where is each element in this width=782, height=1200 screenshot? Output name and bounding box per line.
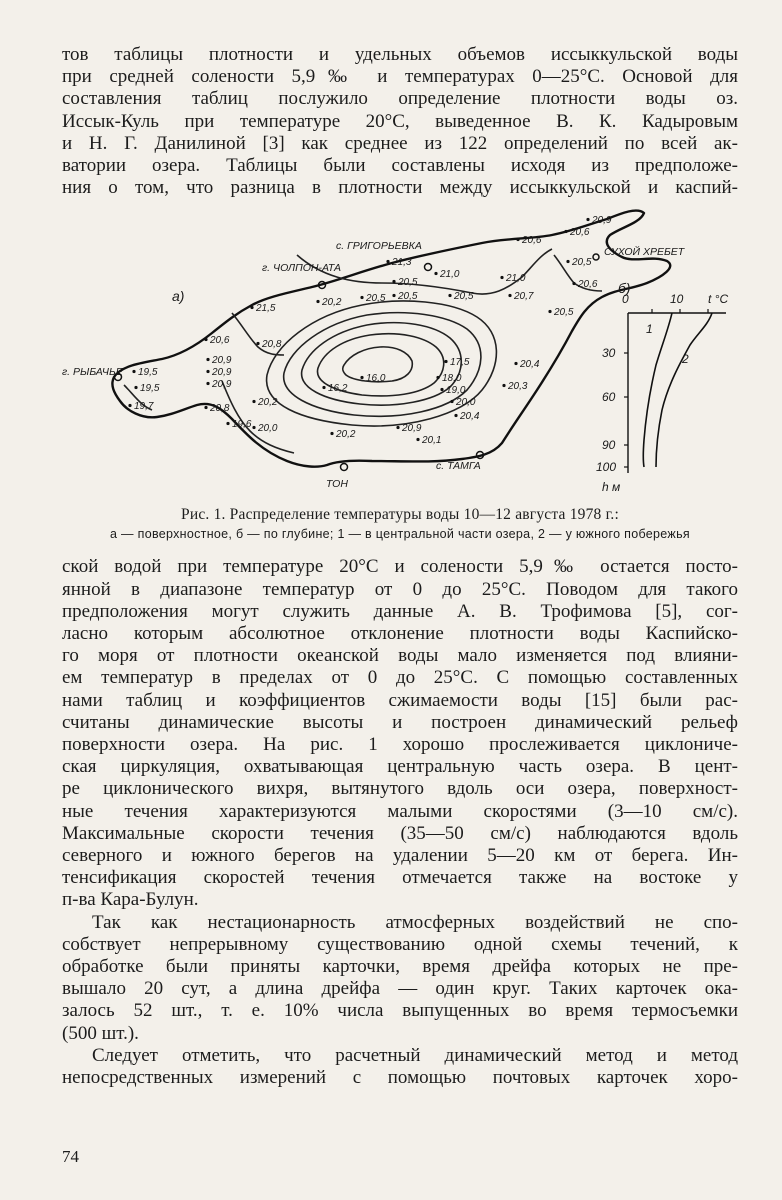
text-line: тенсификация скоростей течения отмечается также на востоке у: [62, 867, 738, 889]
station-dot: [252, 426, 255, 429]
tick-x-10: 10: [670, 292, 684, 307]
tick-y-30: 30: [602, 346, 616, 361]
station-temperature: 21,0: [440, 269, 460, 281]
station-temperature: 20,4: [520, 359, 540, 371]
station-temperature: 20,4: [460, 411, 480, 423]
page-body: [62, 44, 738, 1089]
station-temperature: 20,6: [578, 279, 598, 291]
station-dot: [226, 422, 229, 425]
text-line: непосредственных измерений с помощью почтовых карточек хоро-: [62, 1067, 738, 1089]
station-temperature: 20,5: [366, 293, 386, 305]
curve-label-2: 2: [682, 352, 689, 367]
label-rybachye: г. РЫБАЧЬЕ: [62, 366, 123, 379]
station-temperature: 19,7: [134, 401, 154, 413]
text-line: считаны динамические высоты и построен динамический рельеф: [62, 711, 738, 733]
station-dot: [206, 382, 209, 385]
text-line: ской водой при температуре 20°С и солености 5,9‰ остается посто-: [62, 556, 738, 578]
text-line: ем температур в пределах от 0 до 25°С. С помощью составленных: [62, 667, 738, 689]
curve-label-1: 1: [646, 322, 653, 337]
text-line: при средней солености 5,9‰ и температурах 0—25°С. Основой для: [62, 66, 738, 88]
station-temperature: 20,5: [554, 307, 574, 319]
station-temperature: 20,7: [514, 291, 534, 303]
label-cholpon-ata: г. ЧОЛПОН-АТА: [262, 262, 341, 275]
station-dot: [360, 376, 363, 379]
station-dot: [416, 438, 419, 441]
station-temperature: 20,5: [398, 291, 418, 303]
panel-label-a: а): [172, 288, 185, 305]
page-number: 74: [62, 1147, 79, 1166]
station-dot: [132, 370, 135, 373]
tick-x-unit: t °C: [708, 292, 729, 307]
station-temperature: 16,2: [328, 383, 348, 395]
station-temperature: 19,5: [138, 367, 158, 379]
station-temperature: 19,5: [140, 383, 160, 395]
station-temperature: 20,9: [212, 379, 232, 391]
station-temperature: 19,0: [446, 385, 466, 397]
station-temperature: 20,3: [508, 381, 528, 393]
ton-marker: [341, 464, 348, 471]
station-temperature: 18,0: [442, 373, 462, 385]
text-line: нами таблиц и коэффициентов сжимаемости воды [15] были рас-: [62, 689, 738, 711]
station-dot: [392, 294, 395, 297]
figure-temperature-map: [62, 205, 738, 497]
tick-y-60: 60: [602, 390, 616, 405]
station-dot: [204, 338, 207, 341]
y-unit: h м: [602, 480, 621, 495]
text-line: Максимальные скорости течения (35—50 см/с) наблюдаются вдоль: [62, 822, 738, 844]
station-dot: [360, 296, 363, 299]
figure-caption: Рис. 1. Распределение температуры воды 10—12 августа 1978 г.:: [181, 506, 619, 524]
text-line: обработке были приняты карточки, время дрейфа которых не пре-: [62, 956, 738, 978]
station-temperature: 20,8: [262, 339, 282, 351]
station-dot: [448, 294, 451, 297]
station-temperature: 20,9: [212, 367, 232, 379]
station-temperature: 20,0: [456, 397, 476, 409]
depth-profile: [596, 292, 728, 494]
station-dot: [450, 400, 453, 403]
station-dot: [252, 400, 255, 403]
station-temperature: 20,5: [454, 291, 474, 303]
station-dot: [566, 260, 569, 263]
panel-label-b: б): [618, 280, 631, 297]
station-dot: [434, 272, 437, 275]
text-line: го моря от плотности океанской воды мало изменяется под влияни-: [62, 645, 738, 667]
station-dot: [502, 384, 505, 387]
station-temperature: 20,5: [572, 257, 592, 269]
tick-x-0: 0: [622, 292, 629, 307]
station-dot: [206, 358, 209, 361]
text-line: Следует отметить, что расчетный динамический метод и метод: [92, 1044, 738, 1066]
tick-y-100: 100: [596, 460, 617, 475]
station-temperature: 20,9: [592, 215, 612, 227]
station-dot: [134, 386, 137, 389]
paragraph-top: [62, 44, 738, 199]
station-dot: [514, 362, 517, 365]
station-temperature: 20,2: [322, 297, 342, 309]
label-ton: ТОН: [326, 478, 348, 491]
station-dot: [316, 300, 319, 303]
station-dot: [444, 360, 447, 363]
text-line: тов таблицы плотности и удельных объемов иссыккульской воды: [62, 44, 738, 65]
text-line: ния о том, что разница в плотности между иссыккульской и каспий-: [62, 177, 738, 199]
station-temperature: 20,0: [258, 423, 278, 435]
station-dot: [508, 294, 511, 297]
station-temperature: 20,9: [402, 423, 422, 435]
text-line: залось 52 шт., т. е. 10% числа выпущенных во время термосъемки: [62, 1000, 738, 1022]
text-line: ватории озера. Таблицы были составлены исходя из предположе-: [62, 155, 738, 177]
station-temperature: 21,3: [392, 257, 412, 269]
label-tamga: с. ТАМГА: [436, 460, 481, 473]
text-line: Так как нестационарность атмосферных воздействий не спо-: [92, 911, 738, 933]
station-temperature: 20,8: [210, 403, 230, 415]
station-temperature: 21,5: [256, 303, 276, 315]
station-temperature: 20,9: [212, 355, 232, 367]
station-dot: [436, 376, 439, 379]
paragraph-3: [62, 1045, 738, 1089]
figure-caption-legend: а — поверхностное, б — по глубине; 1 — в центральной части озера, 2 — у южного побережья: [110, 527, 690, 542]
station-dot: [516, 238, 519, 241]
lake-map-svg: [62, 205, 738, 497]
station-dot: [128, 404, 131, 407]
text-line: и Н. Г. Данилиной [3] как среднее из 122 определений по всей ак-: [62, 132, 738, 154]
station-dot: [454, 414, 457, 417]
station-dot: [330, 432, 333, 435]
station-dot: [586, 218, 589, 221]
station-temperature: 20,1: [422, 435, 442, 447]
profile-curve-2: [656, 313, 712, 467]
station-dot: [322, 386, 325, 389]
text-line: ре циклонического вихря, вытянутого вдоль оси озера, поверхност-: [62, 778, 738, 800]
station-temperature: 20,2: [336, 429, 356, 441]
station-temperature: 20,6: [210, 335, 230, 347]
station-dot: [548, 310, 551, 313]
isotherm-ring: [302, 323, 462, 405]
label-sukhoy: СУХОЙ ХРЕБЕТ: [604, 246, 685, 259]
tick-y-90: 90: [602, 438, 616, 453]
text-line: составления таблиц послужило определение плотности воды оз.: [62, 88, 738, 110]
station-dot: [392, 280, 395, 283]
station-temperature: 20,5: [398, 277, 418, 289]
text-line: (500 шт.).: [62, 1022, 139, 1044]
station-temperature: 20,2: [258, 397, 278, 409]
text-line: ные течения характеризуются малыми скоростями (3—10 см/с).: [62, 800, 738, 822]
paragraph-mid: [62, 556, 738, 911]
paragraph-2: [62, 912, 738, 1045]
text-line: вышало 20 сут, а длина дрейфа — один круг. Таких карточек ока-: [62, 978, 738, 1000]
isotherm: [222, 381, 294, 453]
text-line: северного и южного берегов на удалении 5—20 км от берега. Ин-: [62, 845, 738, 867]
label-grigorievka: с. ГРИГОРЬЕВКА: [336, 240, 422, 253]
station-dot: [256, 342, 259, 345]
station-temperature: 19,6: [232, 419, 252, 431]
text-line: ская циркуляция, охватывающая центральную часть озера. В цент-: [62, 756, 738, 778]
station-dot: [440, 388, 443, 391]
station-dot: [204, 406, 207, 409]
text-line: поверхности озера. На рис. 1 хорошо прослеживается циклониче-: [62, 734, 738, 756]
station-dot: [206, 370, 209, 373]
station-dot: [250, 306, 253, 309]
station-dot: [564, 230, 567, 233]
text-line: Иссык-Куль при температуре 20°С, выведенное В. К. Кадыровым: [62, 110, 738, 132]
text-line: собствует непрерывному существованию одной схемы течений, к: [62, 933, 738, 955]
station-dot: [396, 426, 399, 429]
station-temperature: 16,0: [366, 373, 386, 385]
text-line: предположения могут служить данные А. В. Трофимова [5], сог-: [62, 600, 738, 622]
text-line: п-ва Кара-Булун.: [62, 889, 199, 911]
text-line: янной в диапазоне температур от 0 до 25°С. Поводом для такого: [62, 578, 738, 600]
station-temperature: 17,5: [450, 357, 470, 369]
station-dot: [386, 260, 389, 263]
station-dot: [572, 282, 575, 285]
grigorievka-marker: [425, 264, 432, 271]
text-line: ласно которым абсолютное отклонение плотности воды Каспийско-: [62, 623, 738, 645]
station-dot: [500, 276, 503, 279]
station-temperature: 21,0: [506, 273, 526, 285]
station-temperature: 20,6: [570, 227, 590, 239]
sukhoy-marker: [593, 254, 599, 260]
station-temperature: 20,6: [522, 235, 542, 247]
